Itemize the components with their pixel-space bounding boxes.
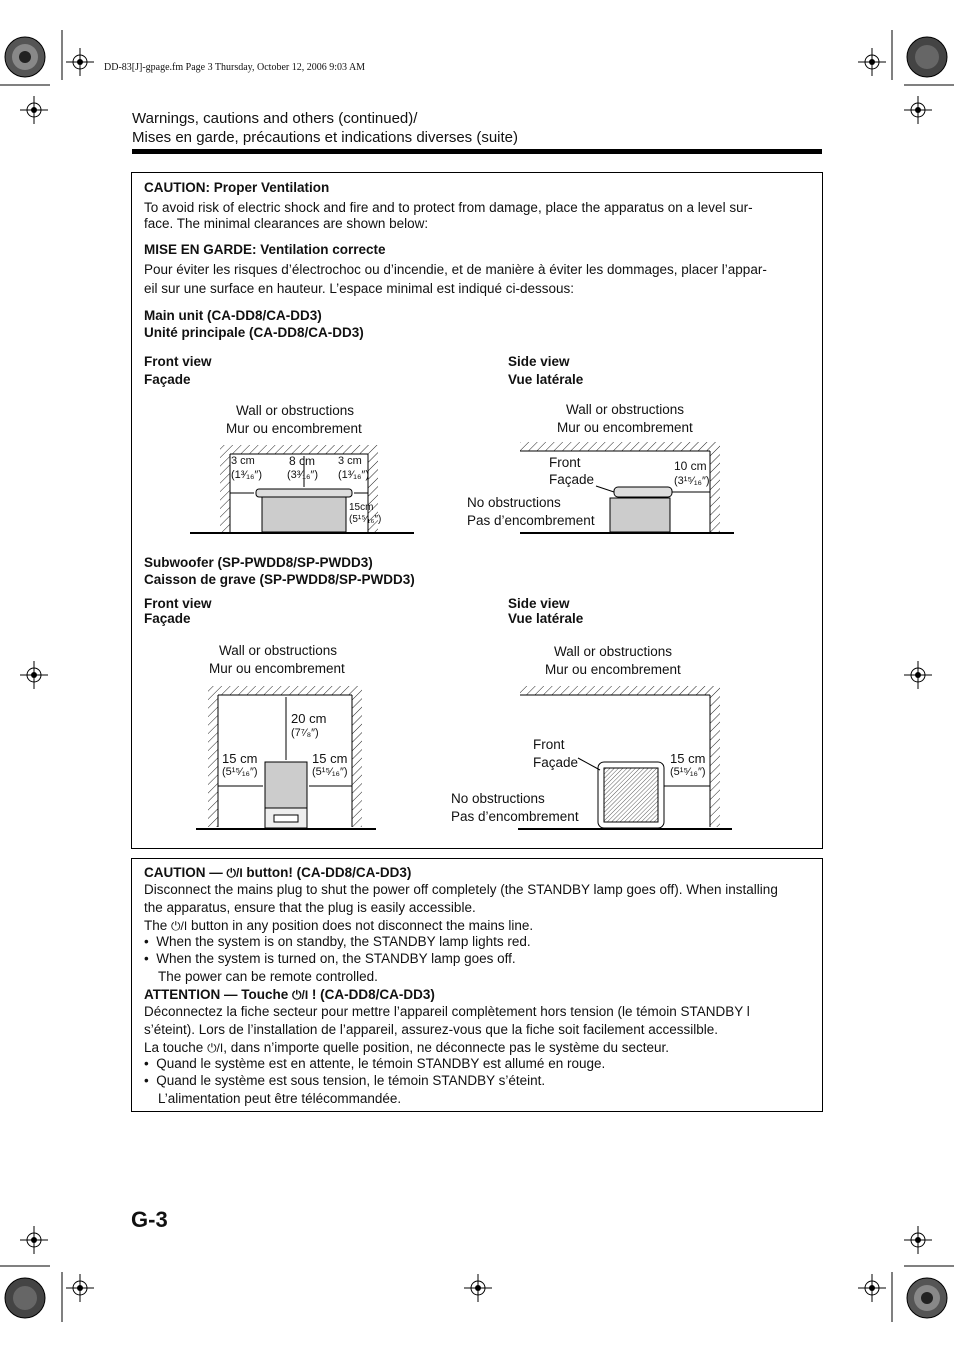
dim-label: (3¹⁵⁄₁₆″): [674, 475, 710, 487]
attention-text: s’éteint). Lors de l’installation de l’appareil, assurez-vous que la fiche soit facilement accessilble.: [144, 1022, 719, 1037]
dim-label: (5¹⁵⁄₁₆″): [312, 766, 348, 778]
main-unit-heading: Main unit (CA-DD8/CA-DD3): [144, 308, 322, 323]
facade-label: Façade: [533, 755, 579, 770]
dim-label: (5¹⁵⁄₁₆″): [670, 766, 706, 778]
dim-label: (3³⁄₁₆″): [287, 469, 318, 481]
bullet-item: • When the system is on standby, the STANDBY lamp lights red.: [144, 934, 531, 949]
wall-label: Wall or obstructions: [219, 643, 338, 658]
crosshair-icon: [66, 48, 94, 76]
power-icon: ⏻/I: [292, 988, 309, 1002]
file-info: DD-83[J]-gpage.fm Page 3 Thursday, October 12, 2006 9:03 AM: [104, 62, 366, 73]
crosshair-icon: [904, 96, 932, 124]
mise-en-garde-text: eil sur une surface en hauteur. L’espace minimal est indiqué ci-dessous:: [144, 281, 574, 296]
mise-en-garde-title: MISE EN GARDE: Ventilation correcte: [144, 242, 386, 257]
page-number: G-3: [131, 1207, 168, 1232]
dim-label: 8 cm: [289, 454, 316, 468]
bullet-item: • Quand le système est en attente, le témoin STANDBY est allumé en rouge.: [144, 1056, 606, 1071]
wall-label-fr: Mur ou encombrement: [557, 420, 693, 435]
crosshair-icon: [66, 1274, 94, 1302]
facade-view-label: Façade: [144, 611, 191, 626]
crosshair-icon: [904, 661, 932, 689]
dim-label: 3 cm: [338, 455, 362, 467]
mise-en-garde-text: Pour éviter les risques d’électrochoc ou d’incendie, et de manière à éviter les dommages, placer l’appar-: [144, 262, 767, 277]
attention-title: ATTENTION — Touche ⏻/I ! (CA-DD8/CA-DD3): [144, 985, 435, 1005]
caution-ventilation-text: face. The minimal clearances are shown below:: [144, 216, 429, 231]
power-icon: ⏻/I: [207, 1041, 224, 1055]
dim-label: 15cm: [349, 502, 374, 513]
section-header-en: Warnings, cautions and others (continued)/: [132, 110, 418, 127]
caution-ventilation-title: CAUTION: Proper Ventilation: [144, 180, 330, 195]
facade-view-label: Façade: [144, 372, 191, 387]
bullet-continuation: L’alimentation peut être télécommandée.: [158, 1091, 402, 1106]
wall-label: Wall or obstructions: [554, 644, 673, 659]
attention-text: Déconnectez la fiche secteur pour mettre l’appareil complètement hors tension (le témoin STANDBY l: [144, 1004, 750, 1019]
dim-label: 15 cm: [670, 751, 706, 766]
front-label: Front: [533, 737, 565, 752]
standby-text: Disconnect the mains plug to shut the power off completely (the STANDBY lamp goes off). When installing: [144, 882, 778, 897]
side-view-label: Side view: [508, 354, 570, 369]
vue-laterale-label: Vue latérale: [508, 611, 584, 626]
no-obstructions-label: No obstructions: [467, 495, 561, 510]
dim-label: (7⁷⁄₈″): [291, 727, 319, 739]
standby-text: The ⏻/I button in any position does not disconnect the mains line.: [144, 916, 533, 936]
no-obstructions-label: No obstructions: [451, 791, 545, 806]
caution-ventilation-text: To avoid risk of electric shock and fire and to protect from damage, place the apparatus on a level sur-: [144, 200, 753, 215]
section-header-fr: Mises en garde, précautions et indications diverses (suite): [132, 129, 519, 146]
vue-laterale-label: Vue latérale: [508, 372, 584, 387]
crosshair-icon: [464, 1274, 492, 1302]
standby-text: the apparatus, ensure that the plug is easily accessible.: [144, 900, 476, 915]
front-label: Front: [549, 455, 581, 470]
front-view-label: Front view: [144, 354, 212, 369]
crosshair-icon: [858, 48, 886, 76]
power-icon: ⏻/I: [171, 919, 188, 933]
bullet-item: • When the system is turned on, the STANDBY lamp goes off.: [144, 951, 516, 966]
wall-label-fr: Mur ou encombrement: [545, 662, 681, 677]
attention-text: La touche ⏻/I, dans n’importe quelle position, ne déconnecte pas le système du secteur.: [144, 1038, 669, 1058]
dim-label: 20 cm: [291, 711, 327, 726]
wall-label: Wall or obstructions: [566, 402, 685, 417]
bullet-item: • Quand le système est sous tension, le témoin STANDBY s’éteint.: [144, 1073, 546, 1088]
crosshair-icon: [904, 1226, 932, 1254]
no-obstructions-label-fr: Pas d’encombrement: [451, 809, 579, 824]
corner-rosette-icon: [5, 37, 45, 77]
header-rule: [132, 149, 822, 154]
dim-label: 15 cm: [312, 751, 348, 766]
caution-standby-title: CAUTION — ⏻/I button! (CA-DD8/CA-DD3): [144, 863, 411, 883]
dim-label: (5¹⁵⁄₁₆″): [349, 514, 382, 525]
main-unit-heading-fr: Unité principale (CA-DD8/CA-DD3): [144, 325, 364, 340]
corner-rosette-icon: [907, 37, 947, 77]
dim-label: (1³⁄₁₆″): [338, 469, 369, 481]
dim-label: 10 cm: [674, 459, 707, 473]
wall-label-fr: Mur ou encombrement: [209, 661, 345, 676]
power-icon: ⏻/I: [226, 866, 243, 880]
crosshair-icon: [20, 96, 48, 124]
subwoofer-heading: Subwoofer (SP-PWDD8/SP-PWDD3): [144, 555, 373, 570]
dim-label: 3 cm: [231, 455, 255, 467]
dim-label: (5¹⁵⁄₁₆″): [222, 766, 258, 778]
front-view-label: Front view: [144, 596, 212, 611]
facade-label: Façade: [549, 472, 595, 487]
wall-label: Wall or obstructions: [236, 403, 355, 418]
crosshair-icon: [20, 661, 48, 689]
no-obstructions-label-fr: Pas d’encombrement: [467, 513, 595, 528]
bullet-continuation: The power can be remote controlled.: [158, 969, 378, 984]
dim-label: 15 cm: [222, 751, 258, 766]
subwoofer-heading-fr: Caisson de grave (SP-PWDD8/SP-PWDD3): [144, 572, 415, 587]
corner-rosette-icon: [5, 1278, 45, 1318]
crosshair-icon: [858, 1274, 886, 1302]
crosshair-icon: [20, 1226, 48, 1254]
dim-label: (1³⁄₁₆″): [231, 469, 262, 481]
corner-rosette-icon: [907, 1278, 947, 1318]
wall-label-fr: Mur ou encombrement: [226, 421, 362, 436]
side-view-label: Side view: [508, 596, 570, 611]
